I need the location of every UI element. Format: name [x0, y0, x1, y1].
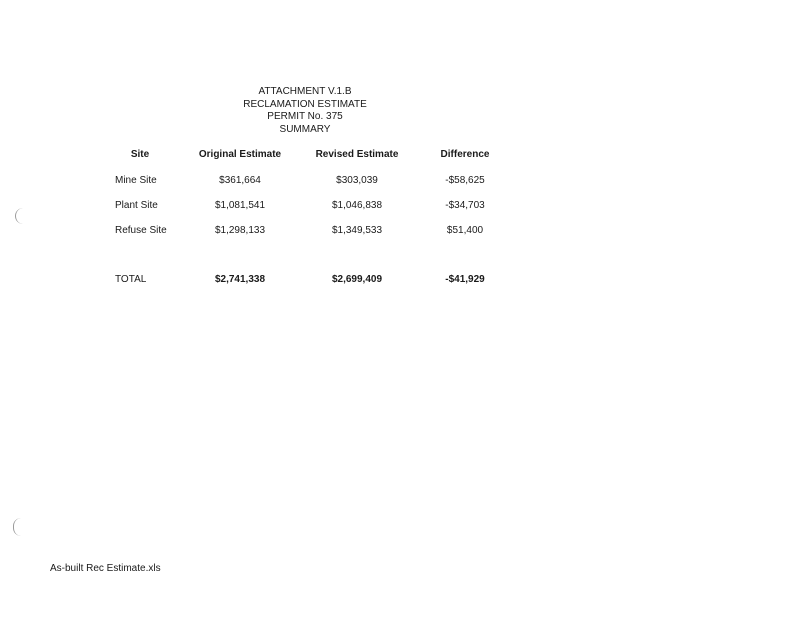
hole-punch-mark — [15, 208, 24, 224]
table-row — [0, 175, 800, 189]
table-header-row — [0, 149, 800, 163]
difference-value: -$34,703 — [445, 200, 485, 211]
revised-estimate-value: $1,046,838 — [331, 200, 383, 211]
table-row — [0, 200, 800, 214]
site-name: Refuse Site — [115, 225, 167, 236]
site-name: Plant Site — [115, 200, 158, 211]
revised-estimate-value: $303,039 — [336, 175, 378, 186]
difference-value: -$58,625 — [445, 175, 485, 186]
total-row — [0, 274, 800, 288]
original-estimate-value: $361,664 — [219, 175, 261, 186]
hole-punch-mark — [13, 518, 22, 536]
original-estimate-value: $1,081,541 — [214, 200, 266, 211]
permit-number: PERMIT No. 375 — [267, 111, 343, 122]
column-header-revised-estimate: Revised Estimate — [315, 149, 399, 160]
summary-title: SUMMARY — [279, 123, 331, 135]
original-estimate-value: $1,298,133 — [214, 225, 266, 236]
total-difference: -$41,929 — [445, 274, 485, 285]
total-original-estimate: $2,741,338 — [214, 274, 266, 285]
column-header-original-estimate: Original Estimate — [198, 149, 282, 160]
attachment-title: ATTACHMENT V.1.B — [258, 86, 352, 97]
column-header-site: Site — [130, 149, 150, 160]
document-header — [200, 86, 410, 136]
column-header-difference: Difference — [440, 149, 490, 160]
site-name: Mine Site — [115, 175, 157, 186]
total-label: TOTAL — [115, 274, 147, 285]
difference-value: $51,400 — [446, 225, 484, 236]
total-revised-estimate: $2,699,409 — [331, 274, 383, 285]
estimate-title: RECLAMATION ESTIMATE — [243, 98, 367, 110]
footer-filename: As-built Rec Estimate.xls — [50, 563, 161, 574]
table-row — [0, 225, 800, 239]
revised-estimate-value: $1,349,533 — [331, 225, 383, 236]
